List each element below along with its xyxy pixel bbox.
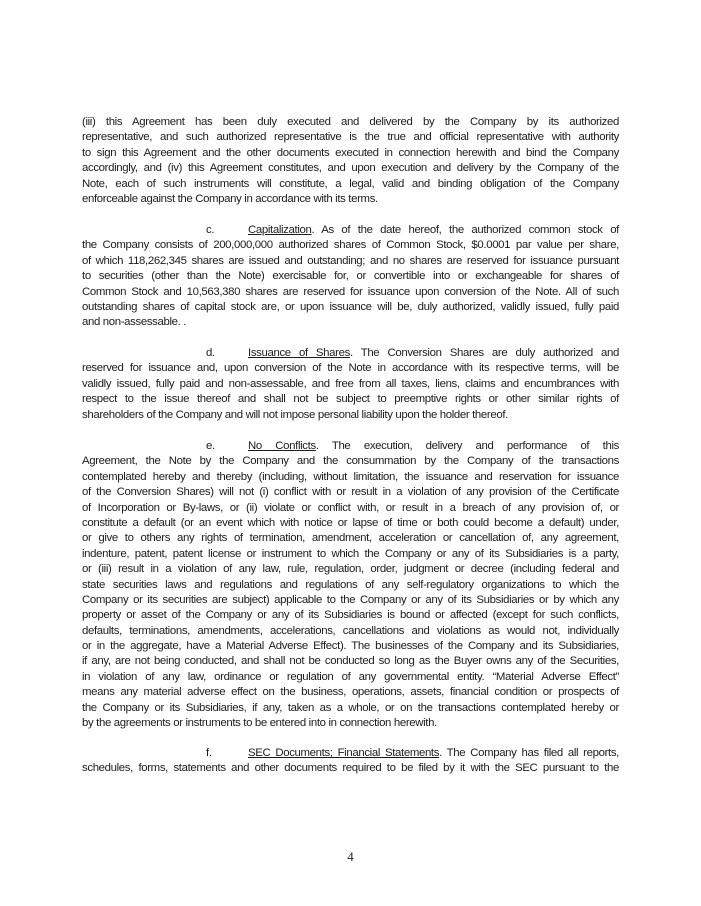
text-line: schedules, forms, statements and other documents required to be filed by it with the SEC pursuant to the	[82, 762, 619, 775]
text-line: Company or its securities are subject) applicable to the Company or any of its Subsidiaries or by which any	[82, 593, 619, 606]
text-line: of the Conversion Shares) will not (i) conflict with or result in a violation of any provision of the Certificate	[82, 486, 619, 499]
text-line: indenture, patent, patent license or instrument to which the Company or any of its Subsidiaries is a party,	[82, 547, 619, 560]
text-line: the Company or its Subsidiaries, if any, taken as a whole, or on the transactions contemplated hereby or	[82, 701, 619, 714]
text-line: shareholders of the Company and will not impose personal liability upon the holder thereof.	[82, 408, 508, 421]
text-line: by the agreements or instruments to be entered into in connection herewith.	[82, 717, 437, 730]
text-line: outstanding shares of capital stock are, or upon issuance will be, duly authorized, validly issued, fully paid	[82, 300, 619, 313]
text-line: defaults, terminations, amendments, accelerations, cancellations and violations as would not, individually	[82, 624, 619, 637]
text-line: or in the aggregate, have a Material Adverse Effect). The businesses of the Company and its Subsidiaries,	[82, 640, 619, 653]
text-line: or (iii) result in a violation of any law, rule, regulation, order, judgment or decree (including federal and	[82, 563, 619, 576]
text-line: the Company consists of 200,000,000 authorized shares of Common Stock, $0.0001 par value per share,	[82, 239, 619, 252]
text-line: contemplated hereby and thereby (including, without limitation, the issuance and reservation for issuance	[82, 470, 619, 483]
text-line: to sign this Agreement and the other documents executed in connection herewith and bind the Company	[82, 146, 619, 159]
text-line: accordingly, and (iv) this Agreement constitutes, and upon execution and delivery by the Company of the	[82, 162, 619, 175]
text-line: property or asset of the Company or any of its Subsidiaries is bound or affected (except for such conflicts,	[82, 609, 619, 622]
section-heading: Issuance of Shares	[248, 347, 350, 359]
text-line: of Incorporation or By-laws, or (ii) violate or conflict with, or result in a breach of any provision of, or	[82, 501, 619, 514]
text-line: validly issued, fully paid and non-assessable, and free from all taxes, liens, claims and encumbrances with	[82, 377, 619, 390]
section-heading: No Conflicts	[248, 440, 316, 452]
text-line: state securities laws and regulations and regulations of any self-regulatory organizations to which the	[82, 578, 619, 591]
text-line: Common Stock and 10,563,380 shares are reserved for issuance upon conversion of the Note. All of such	[82, 285, 619, 298]
section-heading: Capitalization	[248, 224, 312, 236]
section-letter: f.	[206, 747, 212, 759]
text-line: respect to the issue thereof and shall not be subject to preemptive rights or other similar rights of	[82, 393, 619, 406]
section-first-line: d. Issuance of Shares. The Conversion Shares are duly authorized and	[82, 346, 619, 361]
text-line: if any, are not being conducted, and shall not be conducted so long as the Buyer owns any of the Securities,	[82, 655, 619, 668]
text-line: constitute a default (or an event which with notice or lapse of time or both could become a default) under,	[82, 516, 619, 529]
section-first-line: c. Capitalization. As of the date hereof, the authorized common stock of	[82, 223, 619, 238]
section-f-sec-documents	[82, 746, 619, 777]
paragraph-intro	[82, 115, 619, 207]
section-heading: SEC Documents; Financial Statements	[248, 747, 440, 759]
section-first-line: e. No Conflicts. The execution, delivery and performance of this	[82, 439, 619, 454]
text-line: (iii) this Agreement has been duly executed and delivered by the Company by its authorized	[82, 116, 619, 128]
section-letter: e.	[206, 440, 215, 452]
section-c-capitalization	[82, 223, 619, 331]
text-line: enforceable against the Company in accordance with its terms.	[82, 192, 378, 205]
section-first-line: f. SEC Documents; Financial Statements. The Company has filed all reports,	[82, 746, 619, 761]
text-line: to securities (other than the Note) exercisable for, or convertible into or exchangeable for shares of	[82, 270, 619, 283]
text-line: Note, each of such instruments will constitute, a legal, valid and binding obligation of the Company	[82, 177, 619, 190]
text-line: representative, and such authorized representative is the true and official representative with authority	[82, 131, 619, 144]
text-line: Agreement, the Note by the Company and the consummation by the Company of the transactions	[82, 455, 619, 468]
section-d-issuance-of-shares	[82, 346, 619, 423]
text-line: and non-assessable. .	[82, 316, 187, 329]
text-line: of which 118,262,345 shares are issued and outstanding; and no shares are reserved for issuance pursuant	[82, 254, 619, 267]
page-number: 4	[347, 849, 354, 864]
text-line: in violation of any law, ordinance or regulation of any governmental entity. “Material Adverse Effect”	[82, 670, 619, 683]
section-letter: d.	[206, 347, 215, 359]
section-letter: c.	[206, 224, 215, 236]
text-line: or give to others any rights of termination, amendment, acceleration or cancellation of, any agreement,	[82, 532, 619, 545]
text-line: reserved for issuance and, upon conversion of the Note in accordance with its respective terms, will be	[82, 362, 619, 375]
text-line: means any material adverse effect on the business, operations, assets, financial condition or prospects of	[82, 686, 619, 699]
section-e-no-conflicts	[82, 439, 619, 731]
